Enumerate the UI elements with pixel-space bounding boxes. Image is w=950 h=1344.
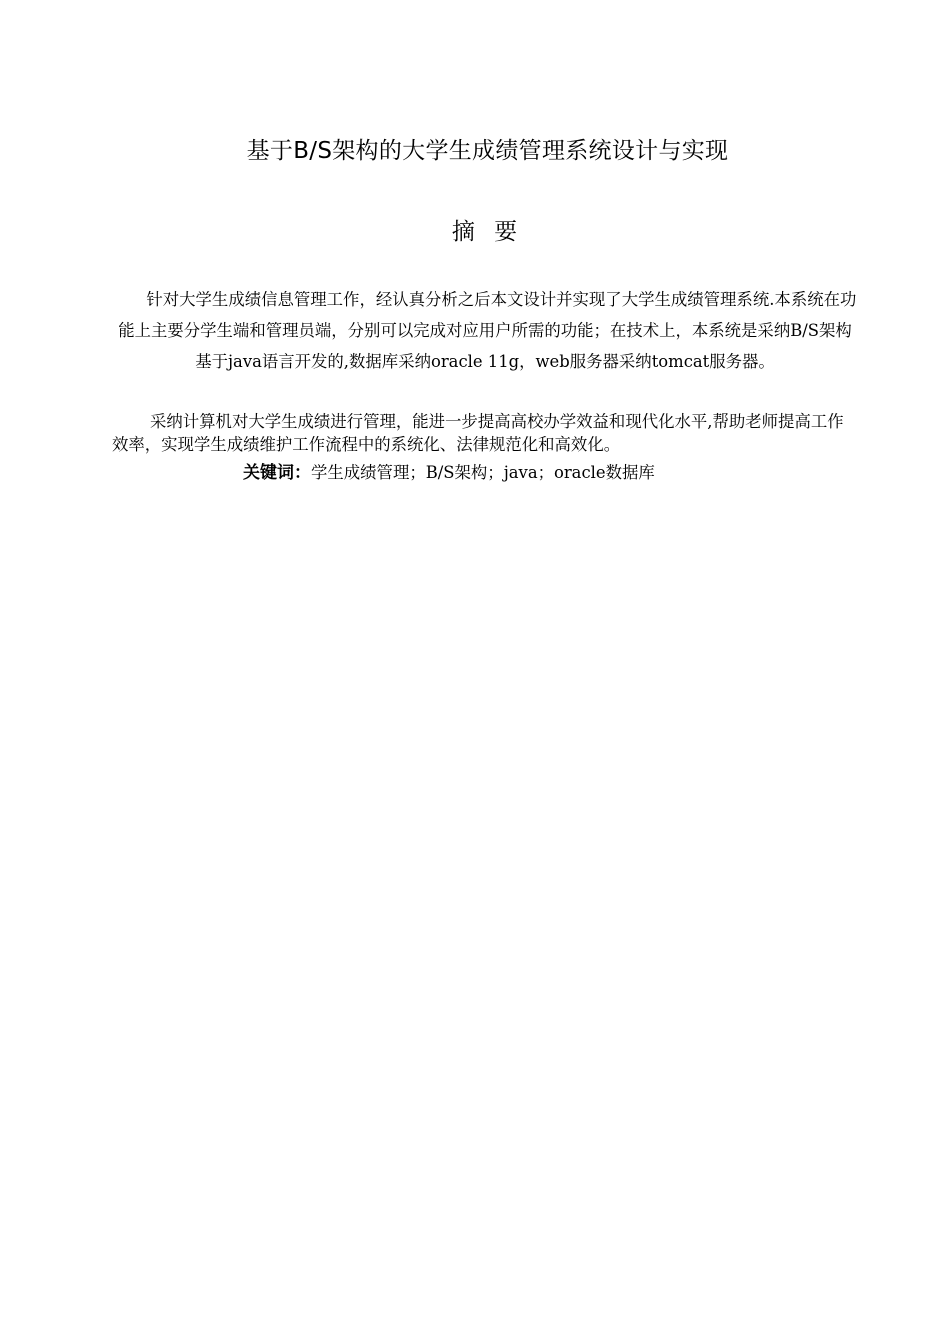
- abstract-paragraph-2: 采纳计算机对大学生成绩进行管理，能进一步提高高校办学效益和现代化水平,帮助老师提高工作效率，实现学生成绩维护工作流程中的系统化、法律规范化和高效化。: [112, 412, 844, 454]
- keywords-line: [243, 461, 655, 485]
- keywords-value: 学生成绩管理；B/S架构；java；oracle数据库: [311, 463, 655, 482]
- document-title: 基于B/S架构的大学生成绩管理系统设计与实现: [246, 138, 729, 164]
- abstract-paragraph-1: 针对大学生成绩信息管理工作，经认真分析之后本文设计并实现了大学生成绩管理系统.本系统在功能上主要分学生端和管理员端，分别可以完成对应用户所需的功能；在技术上，本系统是采纳B/S架构基于java语言开发的,数据库采纳oracle 11g，web服务器采纳tomcat服务器。: [113, 290, 857, 371]
- abstract-heading: 摘 要: [451, 219, 524, 245]
- keywords-label: 关键词：: [243, 463, 311, 483]
